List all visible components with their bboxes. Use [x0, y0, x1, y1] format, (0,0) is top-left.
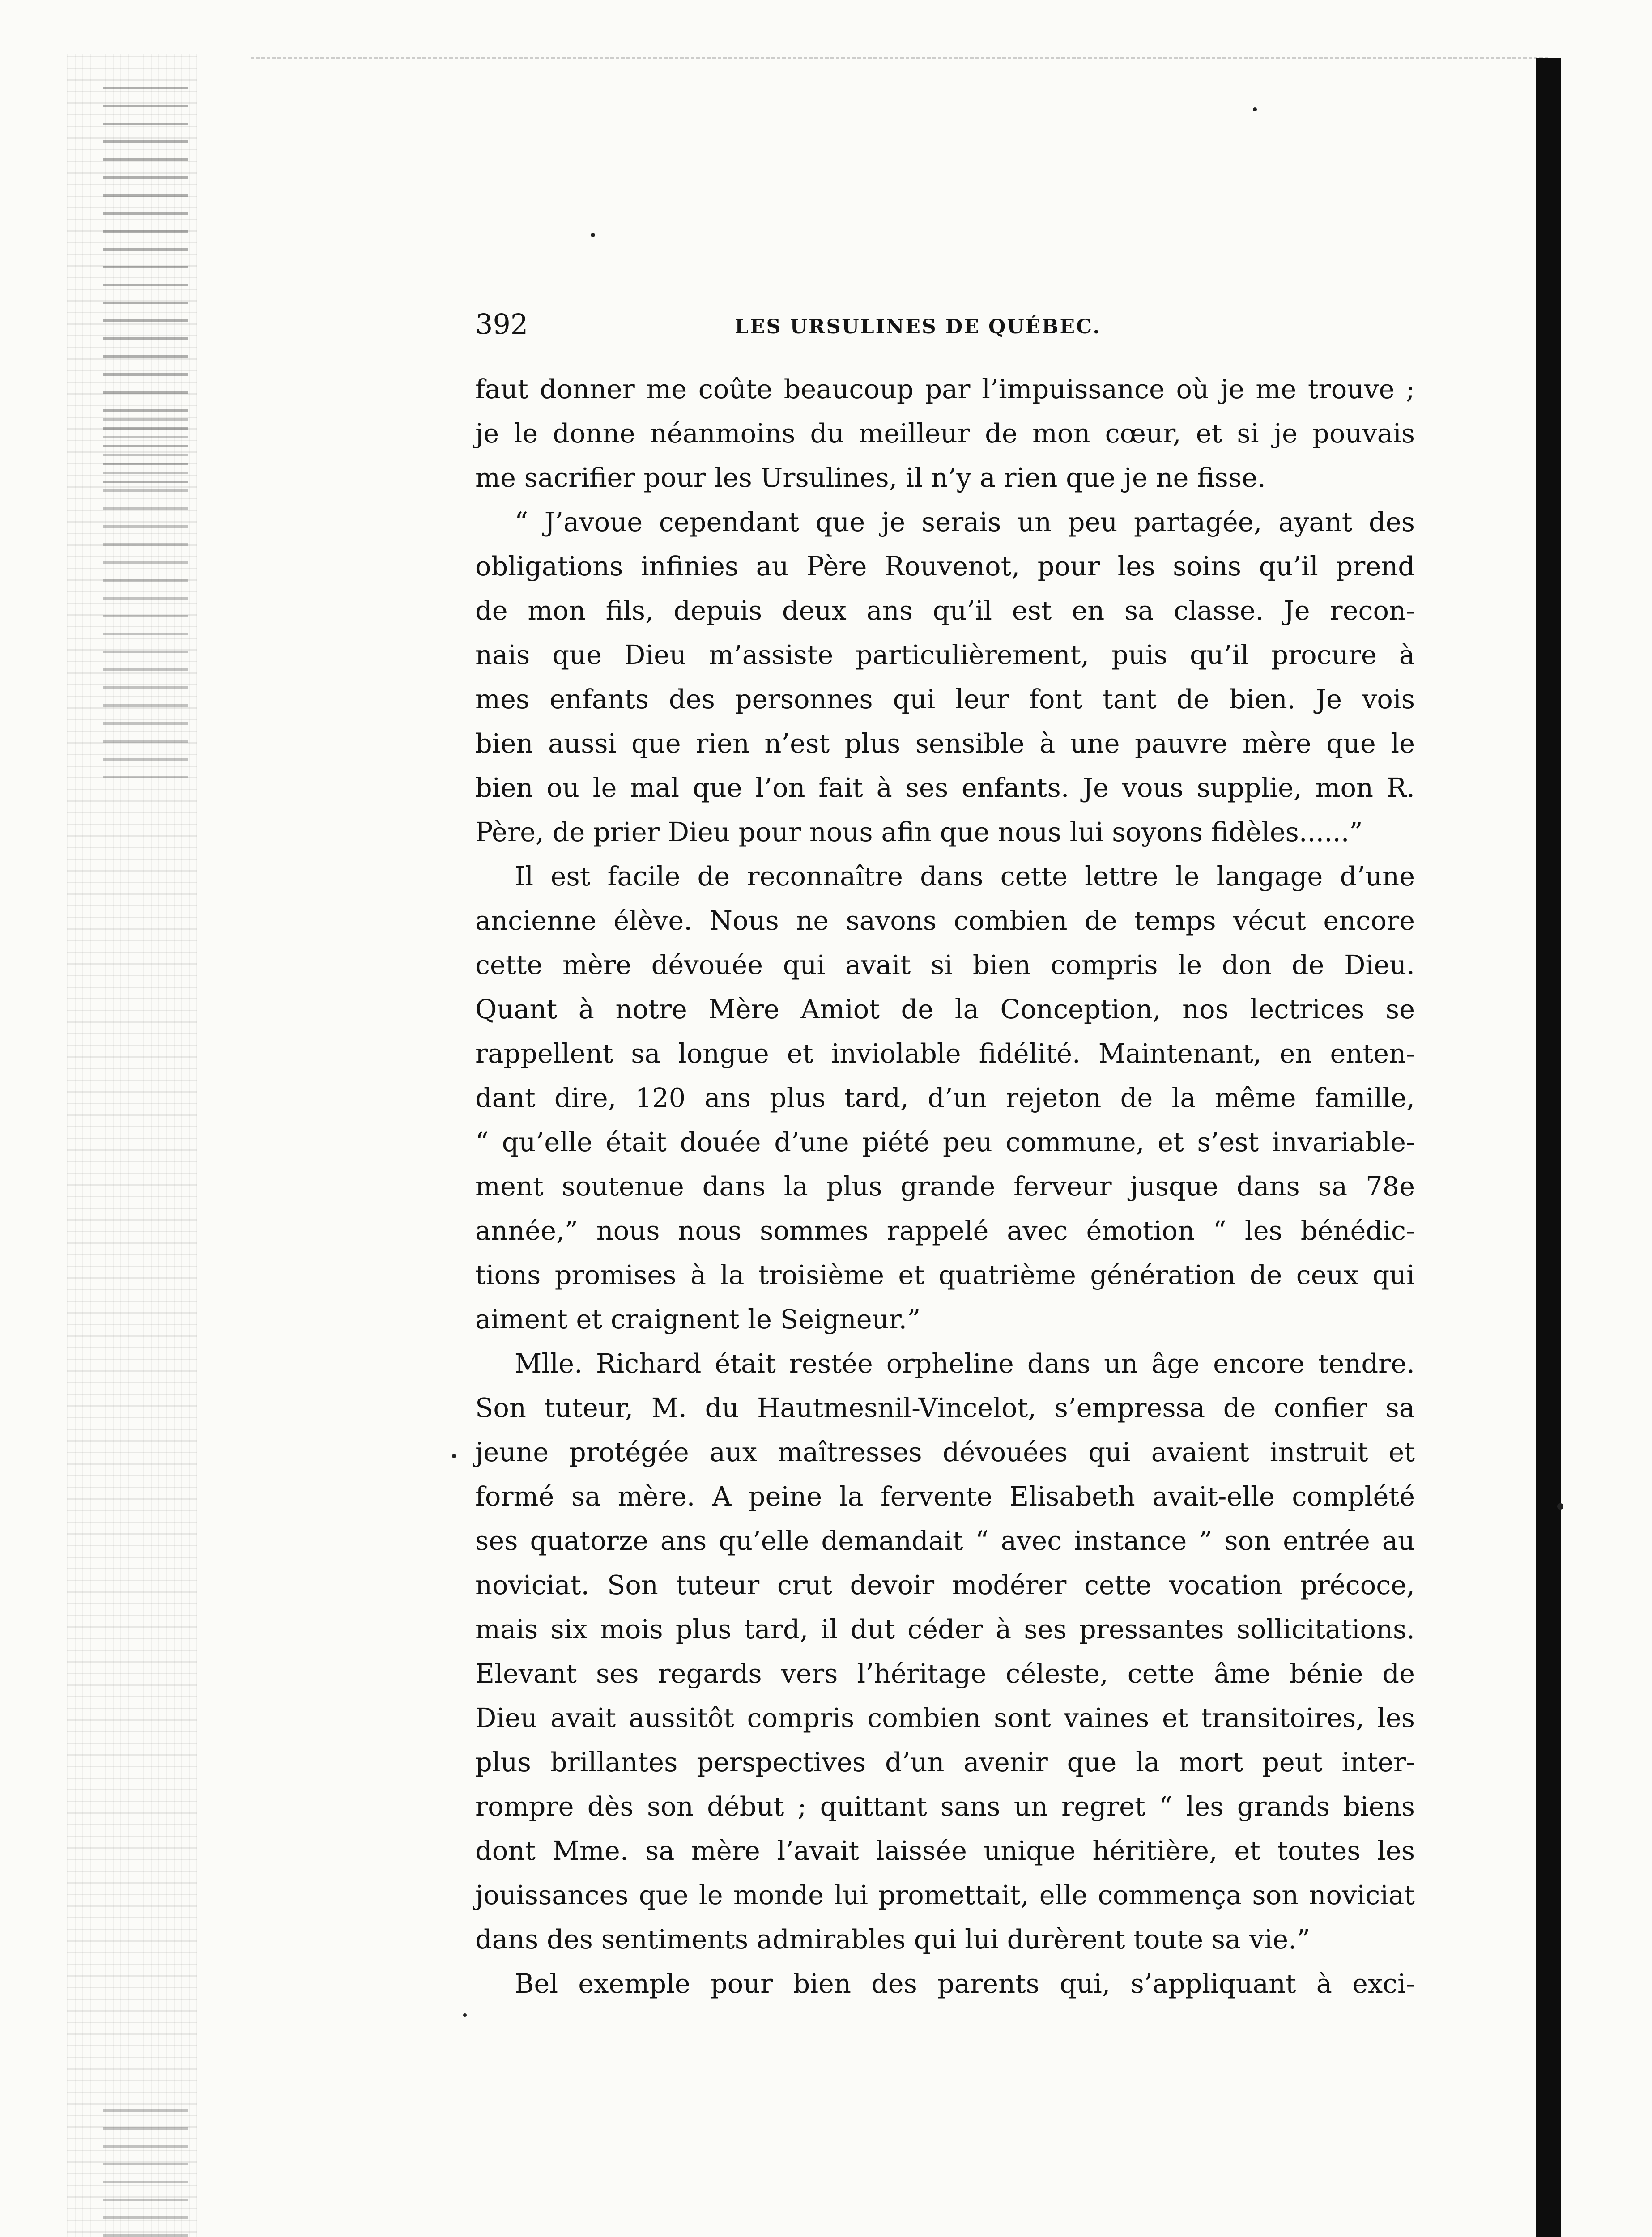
- text-line: rompre dès son début ; quittant sans un regret “ les grands biens: [475, 1791, 1415, 1822]
- text-line: Bel exemple pour bien des parents qui, s’appliquant à exci-: [515, 1968, 1415, 1999]
- right-edge-bar: [1536, 58, 1561, 2237]
- text-line: obligations infinies au Père Rouvenot, pour les soins qu’il prend: [475, 551, 1415, 582]
- scan-speck: [1253, 107, 1257, 111]
- text-line: cette mère dévouée qui avait si bien compris le don de Dieu.: [475, 949, 1415, 980]
- text-line: dont Mme. sa mère l’avait laissée unique héritière, et toutes les: [475, 1835, 1415, 1866]
- text-line: mais six mois plus tard, il dut céder à ses pressantes sollicitations.: [475, 1614, 1415, 1645]
- text-line: bien ou le mal que l’on fait à ses enfants. Je vous supplie, mon R.: [475, 772, 1415, 803]
- text-line: jeune protégée aux maîtresses dévouées qui avaient instruit et: [475, 1437, 1415, 1467]
- text-line: Elevant ses regards vers l’héritage céleste, cette âme bénie de: [475, 1658, 1415, 1689]
- text-line: Mlle. Richard était restée orpheline dans un âge encore tendre.: [515, 1348, 1415, 1379]
- body-text: [475, 367, 1415, 2006]
- binding-shadow-middle: [103, 412, 188, 778]
- text-line: plus brillantes perspectives d’un avenir que la mort peut inter-: [475, 1747, 1415, 1778]
- text-line: je le donne néanmoins du meilleur de mon cœur, et si je pouvais: [475, 418, 1415, 449]
- text-line: Son tuteur, M. du Hautmesnil-Vincelot, s’empressa de confier sa: [475, 1392, 1415, 1423]
- text-line: tions promises à la troisième et quatrième génération de ceux qui: [475, 1259, 1415, 1290]
- binding-shadow-lower: [103, 2103, 188, 2237]
- text-line: me sacrifier pour les Ursulines, il n’y a rien que je ne fisse.: [475, 462, 1266, 493]
- text-line: Père, de prier Dieu pour nous afin que nous lui soyons fidèles......”: [475, 817, 1363, 847]
- text-line: “ J’avoue cependant que je serais un peu partagée, ayant des: [515, 506, 1415, 537]
- scan-speck: [1557, 1503, 1563, 1510]
- text-line: Quant à notre Mère Amiot de la Conception, nos lectrices se: [475, 994, 1415, 1025]
- text-line: nais que Dieu m’assiste particulièrement, puis qu’il procure à: [475, 639, 1415, 670]
- text-line: de mon fils, depuis deux ans qu’il est en sa classe. Je recon-: [475, 595, 1415, 626]
- text-line: faut donner me coûte beaucoup par l’impuissance où je me trouve ;: [475, 374, 1415, 404]
- text-line: “ qu’elle était douée d’une piété peu commune, et s’est invariable-: [475, 1127, 1415, 1157]
- page-number: 392: [475, 308, 528, 340]
- running-title: LES URSULINES DE QUÉBEC.: [735, 315, 1101, 338]
- scan-speck: [452, 1454, 456, 1458]
- text-line: ment soutenue dans la plus grande ferveur jusque dans sa 78e: [475, 1171, 1415, 1202]
- text-line: année,” nous nous sommes rappelé avec émotion “ les bénédic-: [475, 1215, 1415, 1246]
- text-line: mes enfants des personnes qui leur font tant de bien. Je vois: [475, 684, 1415, 714]
- top-edge-line: [251, 57, 1548, 59]
- text-line: noviciat. Son tuteur crut devoir modérer cette vocation précoce,: [475, 1569, 1415, 1600]
- text-line: ses quatorze ans qu’elle demandait “ avec instance ” son entrée au: [475, 1525, 1415, 1556]
- text-line: Il est facile de reconnaître dans cette lettre le langage d’une: [515, 861, 1415, 892]
- text-line: formé sa mère. A peine la fervente Elisabeth avait-elle complété: [475, 1481, 1415, 1512]
- text-line: rappellent sa longue et inviolable fidélité. Maintenant, en enten-: [475, 1038, 1415, 1069]
- text-line: aiment et craignent le Seigneur.”: [475, 1304, 921, 1335]
- text-line: dans des sentiments admirables qui lui durèrent toute sa vie.”: [475, 1924, 1310, 1955]
- text-line: Dieu avait aussitôt compris combien sont vaines et transitoires, les: [475, 1702, 1415, 1733]
- scan-speck: [463, 2013, 467, 2017]
- text-line: dant dire, 120 ans plus tard, d’un rejeton de la même famille,: [475, 1082, 1415, 1113]
- text-line: ancienne élève. Nous ne savons combien de temps vécut encore: [475, 905, 1415, 936]
- page-header: [475, 304, 1415, 344]
- text-line: bien aussi que rien n’est plus sensible à une pauvre mère que le: [475, 728, 1415, 759]
- scan-speck: [591, 233, 595, 237]
- text-line: jouissances que le monde lui promettait, elle commença son noviciat: [475, 1880, 1415, 1910]
